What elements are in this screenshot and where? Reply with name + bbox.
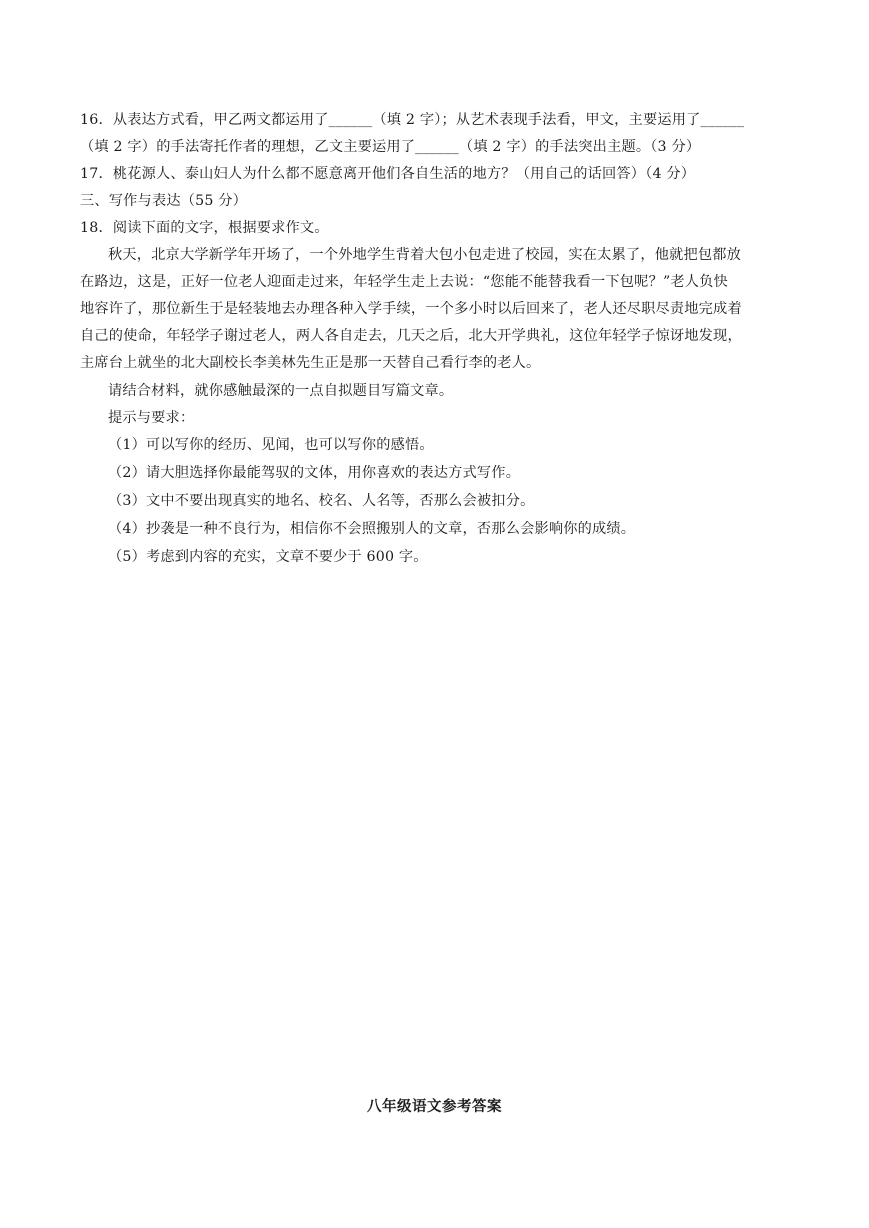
section-3-heading: 三、写作与表达（55 分） — [80, 193, 248, 209]
passage-line: 在路边，这是，正好一位老人迎面走过来，年轻学生走上去说：“您能不能替我看一下包呢？”老人负快 — [80, 274, 728, 290]
tip-item: （4）抄袭是一种不良行为，相信你不会照搬别人的文章，否那么会影响你的成绩。 — [108, 521, 636, 537]
answer-key-title: 八年级语文参考答案 — [367, 1098, 502, 1115]
tips-label: 提示与要求： — [108, 410, 195, 426]
passage-line: 自己的使命，年轻学子谢过老人，两人各自走去，几天之后，北大开学典礼，这位年轻学子惊讶地发现， — [80, 328, 742, 344]
passage-line: 地容许了，那位新生于是轻装地去办理各种入学手续，一个多小时以后回来了，老人还尽职尽责地完成着 — [80, 301, 742, 317]
question-18: 18．阅读下面的文字，根据要求作文。 — [80, 220, 329, 236]
tip-item: （1）可以写你的经历、见闻，也可以写你的感悟。 — [108, 437, 434, 453]
question-16-line-2: （填 2 字）的手法寄托作者的理想，乙文主要运用了______（填 2 字）的手法突出主题。（3 分） — [80, 139, 701, 155]
tip-item: （2）请大胆选择你最能驾驭的文体，用你喜欢的表达方式写作。 — [108, 465, 521, 481]
writing-instruction: 请结合材料，就你感触最深的一点自拟题目写篇文章。 — [108, 383, 454, 399]
passage-line: 主席台上就坐的北大副校长李美林先生正是那一天替自己看行李的老人。 — [80, 355, 541, 371]
tip-item: （3）文中不要出现真实的地名、校名、人名等，否那么会被扣分。 — [108, 493, 535, 509]
question-16-line-1: 16．从表达方式看，甲乙两文都运用了______（填 2 字）；从艺术表现手法看，甲文，主要运用了______ — [80, 112, 745, 128]
question-17: 17．桃花源人、泰山妇人为什么都不愿意离开他们各自生活的地方？（用自己的话回答）（4 分） — [80, 166, 696, 182]
passage-line: 秋天，北京大学新学年开场了，一个外地学生背着大包小包走进了校园，实在太累了，他就把包都放 — [108, 247, 742, 263]
tip-item: （5）考虑到内容的充实，文章不要少于 600 字。 — [108, 549, 428, 565]
